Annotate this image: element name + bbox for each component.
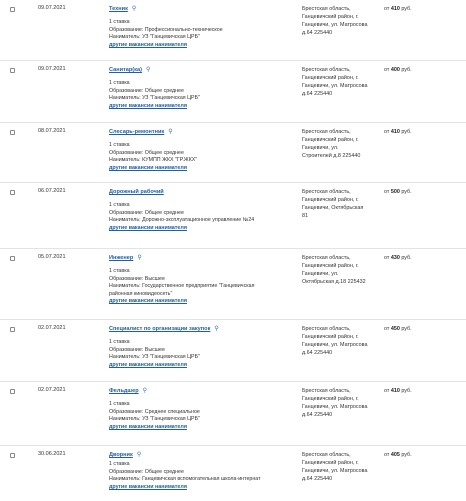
address-line: Ганцевичский район, г. [302, 460, 359, 466]
vacancy-date: 30.06.2021 [38, 451, 66, 457]
education-value: Общее среднее [144, 149, 184, 156]
vacancy-date: 02.07.2021 [38, 387, 66, 393]
education-value: Общее среднее [144, 209, 184, 216]
vacancy-title-link[interactable]: Дорожный рабочий [109, 189, 164, 195]
salary-value: 410 [390, 6, 400, 12]
vacancy-date: 09.07.2021 [38, 5, 66, 11]
vacancy-address [302, 325, 380, 357]
vacancy-address [302, 254, 380, 286]
address-line: Ганцевичи, ул. Матросова [302, 404, 368, 410]
salary-suffix: руб. [399, 388, 412, 394]
employer-value: Государственное предприятие "Ганцевичская [142, 283, 255, 290]
pin-icon[interactable]: ⚲ [136, 452, 142, 458]
education-value: Общее среднее [144, 87, 184, 94]
vacancy-count: 1 ставка [109, 401, 130, 407]
salary-suffix: руб. [399, 67, 412, 73]
address-line: Октябрьская д.18 225432 [302, 279, 366, 285]
employer-value: УЗ "Ганцевичская ЦРБ" [142, 416, 200, 423]
salary-value: 400 [390, 67, 400, 73]
address-line: д.64 225440 [302, 30, 333, 36]
salary-prefix: от [384, 189, 391, 195]
vacancy-date: 08.07.2021 [38, 128, 66, 134]
vacancy-checkbox[interactable] [10, 7, 15, 12]
vacancy-count: 1 ставка [109, 461, 130, 467]
vacancy-title-link[interactable]: Специалист по организации закупок [109, 326, 211, 332]
other-vacancies-link[interactable]: другие вакансии нанимателя [109, 361, 187, 368]
address-line: 81 [302, 213, 308, 219]
other-vacancies-link[interactable]: другие вакансии нанимателя [109, 224, 187, 231]
vacancy-salary [384, 326, 412, 332]
vacancy-count: 1 ставка [109, 142, 130, 148]
address-line: Ганцевичский район, г. [302, 197, 359, 203]
pin-icon[interactable]: ⚲ [131, 6, 137, 12]
vacancy-title-link[interactable]: Слесарь-ремонтник [109, 129, 165, 135]
education-label: Образование: [109, 275, 145, 282]
address-line: Ганцевичи, ул. Матросова [302, 22, 368, 28]
vacancy-checkbox[interactable] [10, 68, 15, 73]
vacancy-row [0, 60, 466, 124]
vacancy-date: 02.07.2021 [38, 325, 66, 331]
vacancy-date: 06.07.2021 [38, 188, 66, 194]
salary-prefix: от [384, 129, 391, 135]
address-line: Ганцевичский район, г. [302, 137, 359, 143]
employer-label: Наниматель: [109, 95, 143, 102]
vacancy-date: 05.07.2021 [38, 254, 66, 260]
vacancy-row [0, 122, 466, 181]
vacancy-count: 1 ставка [109, 202, 130, 208]
salary-value: 410 [390, 129, 400, 135]
education-label: Образование: [109, 209, 145, 216]
address-line: д.64 225440 [302, 412, 333, 418]
vacancy-title-link[interactable]: Дворник [109, 452, 133, 458]
vacancy-row [0, 319, 466, 380]
vacancy-salary [384, 6, 412, 12]
employer-value: КУМПП ЖКХ "ГР.ЖКХ" [142, 157, 198, 164]
address-line: Брестская область, [302, 129, 351, 135]
address-line: Брестская область, [302, 6, 351, 12]
address-line: д.64 225440 [302, 350, 333, 356]
vacancy-salary [384, 388, 412, 394]
employer-label: Наниматель: [109, 283, 143, 290]
pin-icon[interactable]: ⚲ [145, 67, 151, 73]
employer-value: УЗ "Ганцевичская ЦРБ" [142, 354, 200, 361]
salary-value: 430 [390, 255, 400, 261]
salary-suffix: руб. [399, 326, 412, 332]
salary-suffix: руб. [399, 255, 412, 261]
other-vacancies-link[interactable]: другие вакансии нанимателя [109, 102, 187, 109]
other-vacancies-link[interactable]: другие вакансии нанимателя [109, 164, 187, 171]
education-value: Высшее [144, 275, 165, 282]
employer-label: Наниматель: [109, 476, 143, 483]
vacancy-salary [384, 189, 412, 195]
salary-suffix: руб. [399, 452, 412, 458]
other-vacancies-link[interactable]: другие вакансии нанимателя [109, 41, 187, 48]
salary-suffix: руб. [399, 6, 412, 12]
address-line: Ганцевичский район, г. [302, 14, 359, 20]
address-line: Брестская область, [302, 255, 351, 261]
vacancy-row [0, 248, 466, 317]
vacancy-count: 1 ставка [109, 339, 130, 345]
vacancy-title-link[interactable]: Инженер [109, 255, 134, 261]
education-label: Образование: [109, 149, 145, 156]
salary-value: 500 [390, 189, 400, 195]
salary-prefix: от [384, 6, 391, 12]
salary-suffix: руб. [399, 129, 412, 135]
vacancy-row [0, 0, 466, 62]
education-label: Образование: [109, 468, 145, 475]
education-value: Общее среднее [144, 468, 184, 475]
education-label: Образование: [109, 346, 145, 353]
vacancy-row [0, 182, 466, 246]
pin-icon[interactable]: ⚲ [137, 255, 142, 261]
education-label: Образование: [109, 87, 145, 94]
vacancy-address [302, 5, 380, 37]
vacancy-address [302, 188, 380, 220]
vacancy-address [302, 451, 380, 483]
address-line: Строителей д.8 225440 [302, 153, 361, 159]
address-line: Ганцевичи, ул. Матросова [302, 83, 368, 89]
address-line: Брестская область, [302, 67, 351, 73]
salary-value: 405 [390, 452, 400, 458]
employer-label: Наниматель: [109, 157, 143, 164]
vacancy-address [302, 387, 380, 419]
pin-icon[interactable]: ⚲ [142, 388, 148, 394]
education-value: Профессионально-техническое [144, 26, 223, 33]
education-value: Высшее [144, 346, 165, 353]
vacancy-address [302, 128, 380, 160]
address-line: Ганцевичи, ул. [302, 145, 339, 151]
vacancy-title-link[interactable]: Техник [109, 6, 128, 12]
vacancy-row [0, 381, 466, 445]
salary-prefix: от [384, 388, 391, 394]
salary-prefix: от [384, 255, 391, 261]
address-line: Брестская область, [302, 189, 351, 195]
vacancy-checkbox[interactable] [10, 453, 15, 458]
address-line: д.64 225440 [302, 476, 333, 482]
vacancy-address [302, 66, 380, 98]
vacancy-row [0, 445, 466, 501]
other-vacancies-link[interactable]: другие вакансии нанимателя [109, 423, 187, 430]
employer-value-continued: районная киновидеосеть" [109, 290, 173, 297]
employer-value: УЗ "Ганцевичская ЦРБ" [142, 95, 200, 102]
other-vacancies-link[interactable]: другие вакансии нанимателя [109, 298, 187, 305]
address-line: д.64 225440 [302, 91, 333, 97]
education-label: Образование: [109, 408, 145, 415]
vacancy-salary [384, 452, 412, 458]
employer-label: Наниматель: [109, 34, 143, 41]
vacancy-count: 1 ставка [109, 19, 130, 25]
address-line: Ганцевичи, Октябрьская [302, 205, 364, 211]
salary-prefix: от [384, 67, 391, 73]
address-line: Ганцевичи, ул. [302, 271, 339, 277]
employer-label: Наниматель: [109, 416, 143, 423]
vacancy-count: 1 ставка [109, 80, 130, 86]
vacancy-date: 09.07.2021 [38, 66, 66, 72]
education-value: Среднее специальное [144, 408, 200, 415]
employer-value: Ганцевичская вспомогательная школа-интернат [142, 476, 261, 483]
address-line: Ганцевичи, ул. Матросова [302, 342, 368, 348]
pin-icon[interactable]: ⚲ [214, 326, 219, 332]
other-vacancies-link[interactable]: другие вакансии нанимателя [109, 483, 187, 490]
salary-value: 410 [390, 388, 400, 394]
employer-value: Дорожно-эксплуатационное управление №24 [142, 217, 255, 224]
address-line: Брестская область, [302, 326, 351, 332]
education-label: Образование: [109, 26, 145, 33]
address-line: Ганцевичский район, г. [302, 263, 359, 269]
vacancy-count: 1 ставка [109, 268, 130, 274]
employer-value: УЗ "Ганцевичская ЦРБ" [142, 34, 200, 41]
address-line: Ганцевичи, ул. Матросова [302, 468, 368, 474]
address-line: Брестская область, [302, 388, 351, 394]
vacancy-checkbox[interactable] [10, 190, 15, 195]
employer-label: Наниматель: [109, 354, 143, 361]
address-line: Брестская область, [302, 452, 351, 458]
vacancy-salary [384, 129, 412, 135]
employer-label: Наниматель: [109, 217, 143, 224]
salary-value: 450 [390, 326, 400, 332]
salary-suffix: руб. [399, 189, 412, 195]
vacancy-salary [384, 67, 412, 73]
vacancy-salary [384, 255, 412, 261]
vacancy-title-link[interactable]: Санитар(ка) [109, 67, 142, 73]
vacancy-checkbox[interactable] [10, 256, 15, 261]
pin-icon[interactable]: ⚲ [168, 129, 173, 135]
vacancy-checkbox[interactable] [10, 130, 15, 135]
vacancy-title-link[interactable]: Фельдшер [109, 388, 139, 394]
salary-prefix: от [384, 452, 391, 458]
salary-prefix: от [384, 326, 391, 332]
vacancy-checkbox[interactable] [10, 389, 15, 394]
address-line: Ганцевичский район, г. [302, 75, 359, 81]
address-line: Ганцевичский район, г. [302, 334, 359, 340]
vacancy-checkbox[interactable] [10, 327, 15, 332]
address-line: Ганцевичский район, г. [302, 396, 359, 402]
